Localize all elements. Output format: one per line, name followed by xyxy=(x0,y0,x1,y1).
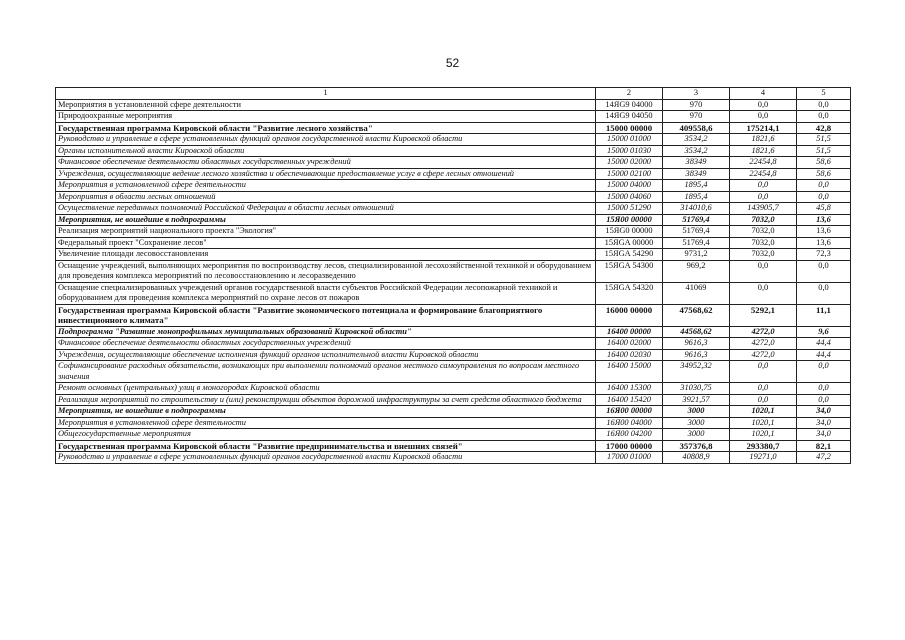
table-row xyxy=(56,145,851,157)
row-name-cell: Оснащение специализированных учреждений органов государственной власти субъектов Российской Федерации лесопожарной техникой и оборудованием для проведения комплекса мероприятий по охране лесов от пожаров xyxy=(56,282,596,304)
row-code-cell: 16400 15300 xyxy=(596,383,663,395)
row-value-cell: 0,0 xyxy=(730,99,797,111)
row-percent-cell: 0,0 xyxy=(797,383,851,395)
row-code-cell: 15000 01030 xyxy=(596,145,663,157)
row-name-cell: Подпрограмма "Развитие монопрофильных муниципальных образований Кировской области" xyxy=(56,326,596,338)
row-value-cell: 3921,57 xyxy=(663,394,730,406)
row-code-cell: 15000 01000 xyxy=(596,134,663,146)
row-value-cell: 19271,0 xyxy=(730,452,797,464)
row-percent-cell: 58,6 xyxy=(797,157,851,169)
row-name-cell: Общегосударственные мероприятия xyxy=(56,429,596,441)
row-name-cell: Реализация мероприятий по строительству и (или) реконструкции объектов дорожной инфраструктуры за счет средств областного бюджета xyxy=(56,394,596,406)
row-percent-cell: 0,0 xyxy=(797,260,851,282)
table-row xyxy=(56,361,851,383)
row-code-cell: 17000 01000 xyxy=(596,452,663,464)
row-value-cell: 51769,4 xyxy=(663,237,730,249)
row-value-cell: 0,0 xyxy=(730,394,797,406)
row-value-cell: 970 xyxy=(663,99,730,111)
row-percent-cell: 82,1 xyxy=(797,440,851,452)
row-value-cell: 22454,8 xyxy=(730,157,797,169)
table-row xyxy=(56,260,851,282)
table-row xyxy=(56,406,851,418)
table-row xyxy=(56,191,851,203)
row-percent-cell: 11,1 xyxy=(797,304,851,326)
row-percent-cell: 13,6 xyxy=(797,226,851,238)
row-name-cell: Органы исполнительной власти Кировской области xyxy=(56,145,596,157)
row-value-cell: 34952,32 xyxy=(663,361,730,383)
row-value-cell: 7032,0 xyxy=(730,249,797,261)
table-row xyxy=(56,134,851,146)
table-row xyxy=(56,249,851,261)
row-code-cell: 15ЯG0 00000 xyxy=(596,226,663,238)
row-name-cell: Ремонт основных (центральных) улиц в моногородах Кировской области xyxy=(56,383,596,395)
row-value-cell: 1020,1 xyxy=(730,406,797,418)
row-percent-cell: 0,0 xyxy=(797,361,851,383)
row-percent-cell: 0,0 xyxy=(797,191,851,203)
row-percent-cell: 34,0 xyxy=(797,429,851,441)
row-code-cell: 16Я00 04000 xyxy=(596,417,663,429)
row-percent-cell: 44,4 xyxy=(797,349,851,361)
row-value-cell: 40808,9 xyxy=(663,452,730,464)
row-value-cell: 22454,8 xyxy=(730,168,797,180)
table-row xyxy=(56,237,851,249)
row-value-cell: 9731,2 xyxy=(663,249,730,261)
row-value-cell: 357376,8 xyxy=(663,440,730,452)
row-value-cell: 314010,6 xyxy=(663,203,730,215)
row-value-cell: 3534,2 xyxy=(663,134,730,146)
row-value-cell: 1821,6 xyxy=(730,134,797,146)
table-row xyxy=(56,111,851,123)
row-value-cell: 1020,1 xyxy=(730,417,797,429)
page-number: 52 xyxy=(445,56,460,70)
table-row xyxy=(56,338,851,350)
table-row xyxy=(56,226,851,238)
row-code-cell: 14ЯG9 04000 xyxy=(596,99,663,111)
row-code-cell: 16400 02030 xyxy=(596,349,663,361)
row-name-cell: Руководство и управление в сфере установленных функций органов государственной власти Кировской области xyxy=(56,134,596,146)
row-value-cell: 293380,7 xyxy=(730,440,797,452)
header-cell: 5 xyxy=(797,88,851,100)
row-value-cell: 3000 xyxy=(663,429,730,441)
header-cell: 2 xyxy=(596,88,663,100)
row-percent-cell: 13,6 xyxy=(797,237,851,249)
row-code-cell: 17000 00000 xyxy=(596,440,663,452)
budget-table xyxy=(55,87,851,464)
row-code-cell: 15000 02000 xyxy=(596,157,663,169)
row-value-cell: 51769,4 xyxy=(663,226,730,238)
row-percent-cell: 72,3 xyxy=(797,249,851,261)
row-name-cell: Руководство и управление в сфере установленных функций органов государственной власти Кировской области xyxy=(56,452,596,464)
row-name-cell: Осуществление переданных полномочий Российской Федерации в области лесных отношений xyxy=(56,203,596,215)
row-value-cell: 7032,0 xyxy=(730,237,797,249)
row-code-cell: 16000 00000 xyxy=(596,304,663,326)
row-value-cell: 1020,1 xyxy=(730,429,797,441)
table-header-row xyxy=(56,88,851,100)
row-value-cell: 31030,75 xyxy=(663,383,730,395)
row-code-cell: 14ЯG9 04050 xyxy=(596,111,663,123)
row-name-cell: Мероприятия в установленной сфере деятельности xyxy=(56,99,596,111)
row-code-cell: 15000 04060 xyxy=(596,191,663,203)
row-value-cell: 51769,4 xyxy=(663,214,730,226)
row-percent-cell: 44,4 xyxy=(797,338,851,350)
row-name-cell: Учреждения, осуществляющие ведение лесного хозяйства и обеспечивающие предоставление услуг в сфере лесных отношений xyxy=(56,168,596,180)
table-row xyxy=(56,214,851,226)
row-name-cell: Софинансирование расходных обязательств, возникающих при выполнении полномочий органов местного самоуправления по вопросам местного значения xyxy=(56,361,596,383)
row-code-cell: 15ЯGA 54320 xyxy=(596,282,663,304)
table-row xyxy=(56,168,851,180)
row-code-cell: 15000 02100 xyxy=(596,168,663,180)
row-name-cell: Оснащение учреждений, выполняющих мероприятия по воспроизводству лесов, специализированной лесохозяйственной техникой и оборудованием для проведения комплекса мероприятий по лесовосстановлению и лесоразведению xyxy=(56,260,596,282)
row-name-cell: Учреждения, осуществляющие обеспечение исполнения функций органов исполнительной власти Кировской области xyxy=(56,349,596,361)
row-value-cell: 38349 xyxy=(663,157,730,169)
row-value-cell: 1895,4 xyxy=(663,191,730,203)
row-value-cell: 9616,3 xyxy=(663,349,730,361)
row-value-cell: 0,0 xyxy=(730,191,797,203)
table-row xyxy=(56,394,851,406)
row-name-cell: Государственная программа Кировской области "Развитие лесного хозяйства" xyxy=(56,122,596,134)
table-row xyxy=(56,99,851,111)
row-value-cell: 3534,2 xyxy=(663,145,730,157)
row-code-cell: 16400 15420 xyxy=(596,394,663,406)
table-row xyxy=(56,180,851,192)
row-percent-cell: 0,0 xyxy=(797,99,851,111)
row-value-cell: 3000 xyxy=(663,406,730,418)
row-percent-cell: 51,5 xyxy=(797,145,851,157)
row-value-cell: 143905,7 xyxy=(730,203,797,215)
row-value-cell: 970 xyxy=(663,111,730,123)
row-name-cell: Государственная программа Кировской области "Развитие предпринимательства и внешних связей" xyxy=(56,440,596,452)
row-code-cell: 16400 00000 xyxy=(596,326,663,338)
row-percent-cell: 0,0 xyxy=(797,180,851,192)
row-value-cell: 0,0 xyxy=(730,180,797,192)
row-percent-cell: 13,6 xyxy=(797,214,851,226)
row-value-cell: 7032,0 xyxy=(730,226,797,238)
row-value-cell: 7032,0 xyxy=(730,214,797,226)
row-name-cell: Мероприятия в установленной сфере деятельности xyxy=(56,417,596,429)
table-row xyxy=(56,304,851,326)
table-row xyxy=(56,203,851,215)
row-percent-cell: 34,0 xyxy=(797,417,851,429)
table-row xyxy=(56,452,851,464)
table-row xyxy=(56,282,851,304)
row-percent-cell: 47,2 xyxy=(797,452,851,464)
row-name-cell: Мероприятия в области лесных отношений xyxy=(56,191,596,203)
row-percent-cell: 0,0 xyxy=(797,111,851,123)
table-row xyxy=(56,326,851,338)
row-percent-cell: 34,0 xyxy=(797,406,851,418)
row-value-cell: 47568,62 xyxy=(663,304,730,326)
row-name-cell: Финансовое обеспечение деятельности областных государственных учреждений xyxy=(56,157,596,169)
row-code-cell: 15ЯGA 54290 xyxy=(596,249,663,261)
table-row xyxy=(56,157,851,169)
row-value-cell: 0,0 xyxy=(730,111,797,123)
row-value-cell: 44568,62 xyxy=(663,326,730,338)
row-name-cell: Мероприятия в установленной сфере деятельности xyxy=(56,180,596,192)
row-percent-cell: 42,8 xyxy=(797,122,851,134)
header-cell: 4 xyxy=(730,88,797,100)
row-value-cell: 1895,4 xyxy=(663,180,730,192)
table-row xyxy=(56,122,851,134)
row-value-cell: 3000 xyxy=(663,417,730,429)
row-value-cell: 0,0 xyxy=(730,282,797,304)
row-percent-cell: 0,0 xyxy=(797,282,851,304)
row-name-cell: Увеличение площади лесовосстановления xyxy=(56,249,596,261)
table-row xyxy=(56,349,851,361)
row-value-cell: 409558,6 xyxy=(663,122,730,134)
row-value-cell: 175214,1 xyxy=(730,122,797,134)
row-percent-cell: 45,8 xyxy=(797,203,851,215)
row-name-cell: Федеральный проект "Сохранение лесов" xyxy=(56,237,596,249)
table-row xyxy=(56,417,851,429)
row-value-cell: 0,0 xyxy=(730,260,797,282)
row-percent-cell: 58,6 xyxy=(797,168,851,180)
row-value-cell: 41069 xyxy=(663,282,730,304)
table-row xyxy=(56,429,851,441)
row-code-cell: 15000 04000 xyxy=(596,180,663,192)
row-percent-cell: 0,0 xyxy=(797,394,851,406)
row-value-cell: 9616,3 xyxy=(663,338,730,350)
table-row xyxy=(56,440,851,452)
row-name-cell: Реализация мероприятий национального проекта "Экология" xyxy=(56,226,596,238)
row-name-cell: Мероприятия, не вошедшие в подпрограммы xyxy=(56,214,596,226)
row-value-cell: 4272,0 xyxy=(730,349,797,361)
row-value-cell: 969,2 xyxy=(663,260,730,282)
header-cell: 1 xyxy=(56,88,596,100)
header-cell: 3 xyxy=(663,88,730,100)
row-code-cell: 15ЯGA 54300 xyxy=(596,260,663,282)
row-value-cell: 4272,0 xyxy=(730,326,797,338)
row-code-cell: 16400 02000 xyxy=(596,338,663,350)
row-value-cell: 4272,0 xyxy=(730,338,797,350)
row-code-cell: 15Я00 00000 xyxy=(596,214,663,226)
row-code-cell: 16400 15000 xyxy=(596,361,663,383)
row-name-cell: Природоохранные мероприятия xyxy=(56,111,596,123)
row-percent-cell: 51,5 xyxy=(797,134,851,146)
row-value-cell: 1821,6 xyxy=(730,145,797,157)
row-code-cell: 15000 51290 xyxy=(596,203,663,215)
row-value-cell: 5292,1 xyxy=(730,304,797,326)
row-name-cell: Финансовое обеспечение деятельности областных государственных учреждений xyxy=(56,338,596,350)
table-row xyxy=(56,383,851,395)
row-percent-cell: 9,6 xyxy=(797,326,851,338)
row-code-cell: 15000 00000 xyxy=(596,122,663,134)
row-value-cell: 0,0 xyxy=(730,383,797,395)
row-value-cell: 0,0 xyxy=(730,361,797,383)
row-name-cell: Мероприятия, не вошедшие в подпрограммы xyxy=(56,406,596,418)
row-code-cell: 16Я00 04200 xyxy=(596,429,663,441)
row-code-cell: 15ЯGA 00000 xyxy=(596,237,663,249)
row-value-cell: 38349 xyxy=(663,168,730,180)
row-code-cell: 16Я00 00000 xyxy=(596,406,663,418)
row-name-cell: Государственная программа Кировской области "Развитие экономического потенциала и формирование благоприятного инвестиционного климата" xyxy=(56,304,596,326)
